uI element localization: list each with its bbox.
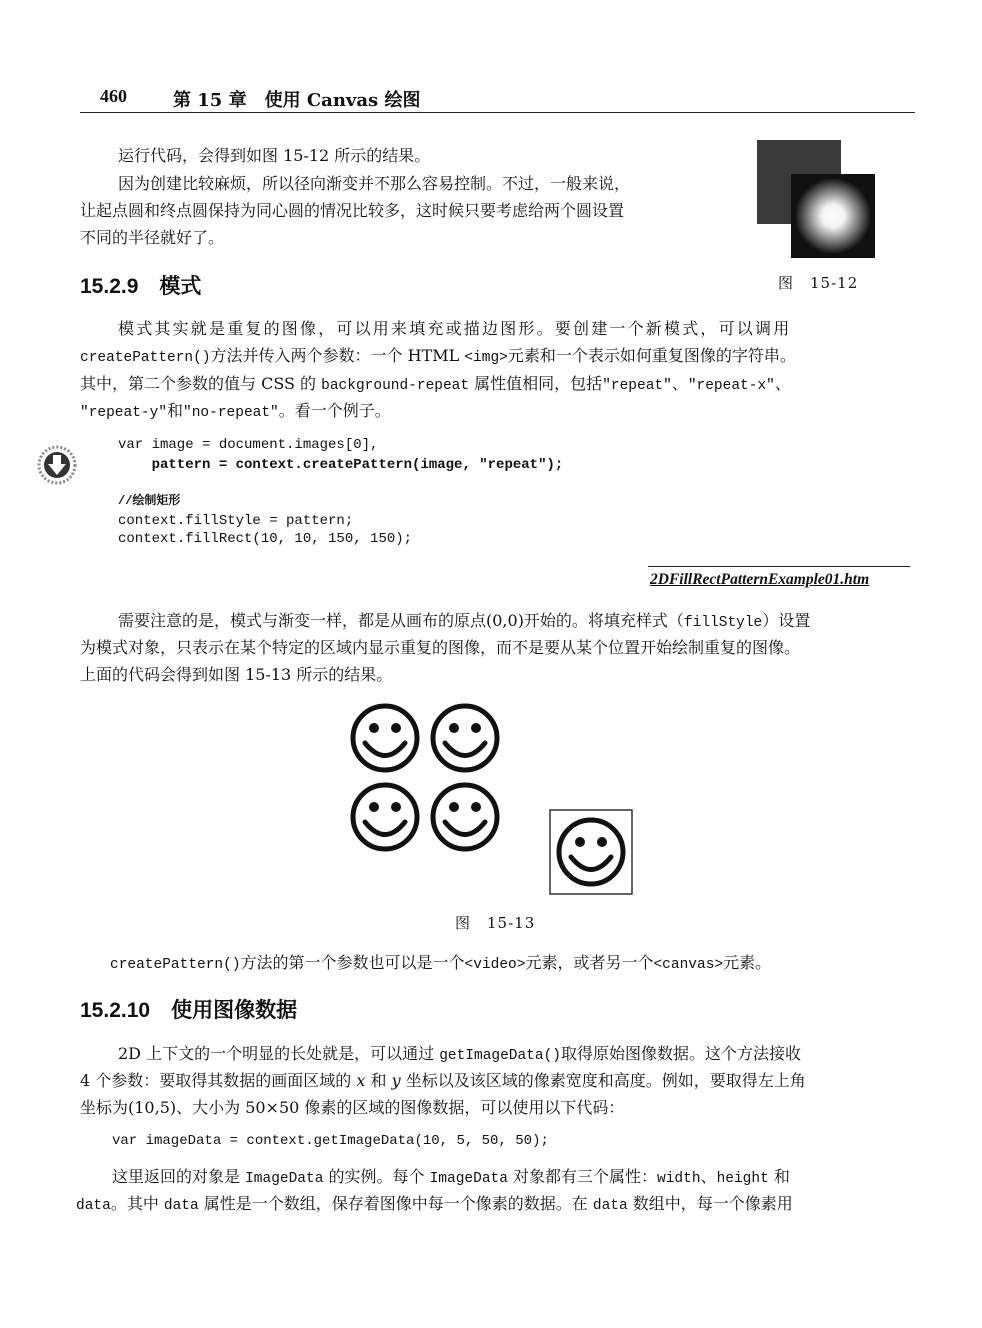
s10-para1-line-1 [118,1040,801,1070]
s10-code-line: var imageData = context.getImageData(10, 5, 50, 50); [112,1133,549,1149]
text-span: 、 [774,374,791,393]
text-span: 方法的第一个参数也可以是一个 [240,953,465,972]
s10-para1-line-3: 坐标为(10,5)、大小为 50×50 像素的区域的图像数据，可以使用以下代码： [80,1098,625,1117]
text-span: 和 [365,1071,392,1090]
text-span: 元素。 [723,953,772,972]
chapter-title: 第 15 章 使用 Canvas 绘图 [173,90,421,111]
figure-15-13-caption: 图 15-13 [455,914,536,932]
text-span: 和 [167,401,184,420]
intro-line-4: 不同的半径就好了。 [80,228,225,247]
code-inline: fillStyle [683,615,763,631]
intro-line-1: 运行代码，会得到如图 15-12 所示的结果。 [118,146,431,165]
para1-line-4 [80,397,391,427]
text-span: 的实例。每个 [323,1167,430,1186]
para2-line-2: 为模式对象，只表示在某个特定的区域内显示重复的图像，而不是要从某个位置开始绘制重复的图像。 [80,638,801,657]
source-file-rule [648,566,910,567]
code-inline: <img> [464,350,508,366]
code-inline: getImageData() [439,1048,562,1064]
s10-para2-line-1 [112,1163,790,1193]
code-inline: background-repeat [321,378,470,394]
section-15-2-9-title: 15.2.9 模式 [80,275,202,298]
code-inline: ImageData [429,1171,508,1187]
source-image-frame [550,810,632,894]
text-span: 对象都有三个属性： [507,1167,658,1186]
code-inline: "repeat-y" [80,405,168,421]
section-15-2-10-title: 15.2.10 使用图像数据 [80,999,298,1022]
intro-line-3: 让起点圆和终点圆保持为同心圆的情况比较多，这时候只要考虑给两个圆设置 [80,201,625,220]
text-span: 、 [671,374,688,393]
source-file-name: 2DFillRectPatternExample01.htm [650,571,870,588]
text-span: 、 [700,1167,717,1186]
code-inline: createPattern() [110,957,241,973]
code-inline: <canvas> [653,957,724,973]
code-inline: "repeat-x" [687,378,775,394]
para1-line-2 [80,342,796,372]
pattern-smiley-3 [353,785,417,849]
text-span: 数组中，每一个像素用 [627,1194,793,1213]
code-inline: "repeat" [602,378,672,394]
code-inline: createPattern() [80,350,211,366]
code-line-2: pattern = context.createPattern(image, "repeat"); [118,457,564,473]
text-span: 。看一个例子。 [278,401,391,420]
s10-para2-line-2 [76,1190,793,1220]
figure-15-12-caption: 图 15-12 [778,274,859,292]
s10-para1-line-2 [80,1067,806,1094]
pattern-smiley-1 [353,706,417,770]
text-span: 和 [768,1167,790,1186]
text-span: 。其中 [110,1194,164,1213]
code-inline: "no-repeat" [183,405,279,421]
text-span: ）设置 [762,611,811,630]
code-line-4: context.fillStyle = pattern; [118,513,354,529]
code-comment: //绘制矩形 [118,494,181,508]
pattern-smiley-4 [433,785,497,849]
code-inline: data [76,1198,111,1214]
page-header [80,84,915,113]
code-inline: height [716,1171,769,1187]
figure-15-13-pattern [345,700,645,900]
gradient-circle [795,178,871,254]
download-icon [36,444,78,486]
text-span: 坐标以及该区域的像素宽度和高度。例如，要取得左上角 [400,1071,806,1090]
code-inline: width [657,1171,701,1187]
text-span: 元素，或者另一个 [525,953,654,972]
code-inline: ImageData [245,1171,324,1187]
pattern-smiley-2 [433,706,497,770]
intro-line-2: 因为创建比较麻烦，所以径向渐变并不那么容易控制。不过，一般来说， [118,174,631,193]
text-span: 其中，第二个参数的值与 CSS 的 [80,374,322,393]
text-span: 方法并传入两个参数：一个 HTML [210,346,465,365]
text-span: x [356,1071,366,1090]
text-span: 取得原始图像数据。这个方法接收 [561,1044,802,1063]
text-span: 需要注意的是，模式与渐变一样，都是从画布的原点(0,0)开始的。将填充样式（ [118,611,684,630]
para3-line [110,949,771,979]
text-span: 4 个参数：要取得其数据的画面区域的 [80,1071,357,1090]
text-span: 元素和一个表示如何重复图像的字符串。 [507,346,796,365]
text-span: 2D 上下文的一个明显的长处就是，可以通过 [118,1044,440,1063]
code-inline: data [163,1198,199,1214]
para2-line-1 [118,607,810,637]
page-number: 460 [100,86,127,106]
figure-15-12-radial-gradient [757,140,877,258]
para1-line-1: 模式其实就是重复的图像，可以用来填充或描边图形。要创建一个新模式，可以调用 [118,319,792,338]
code-inline: <video> [464,957,526,973]
para2-line-3: 上面的代码会得到如图 15-13 所示的结果。 [80,665,393,684]
code-line-5: context.fillRect(10, 10, 150, 150); [118,531,413,547]
code-line-1: var image = document.images[0], [118,437,379,453]
para1-line-3 [80,370,791,400]
text-span: 属性值相同，包括 [469,374,603,393]
text-span: 这里返回的对象是 [112,1167,246,1186]
text-span: 属性是一个数组，保存着图像中每一个像素的数据。在 [198,1194,593,1213]
code-inline: data [592,1198,628,1214]
text-span: y [391,1071,401,1090]
